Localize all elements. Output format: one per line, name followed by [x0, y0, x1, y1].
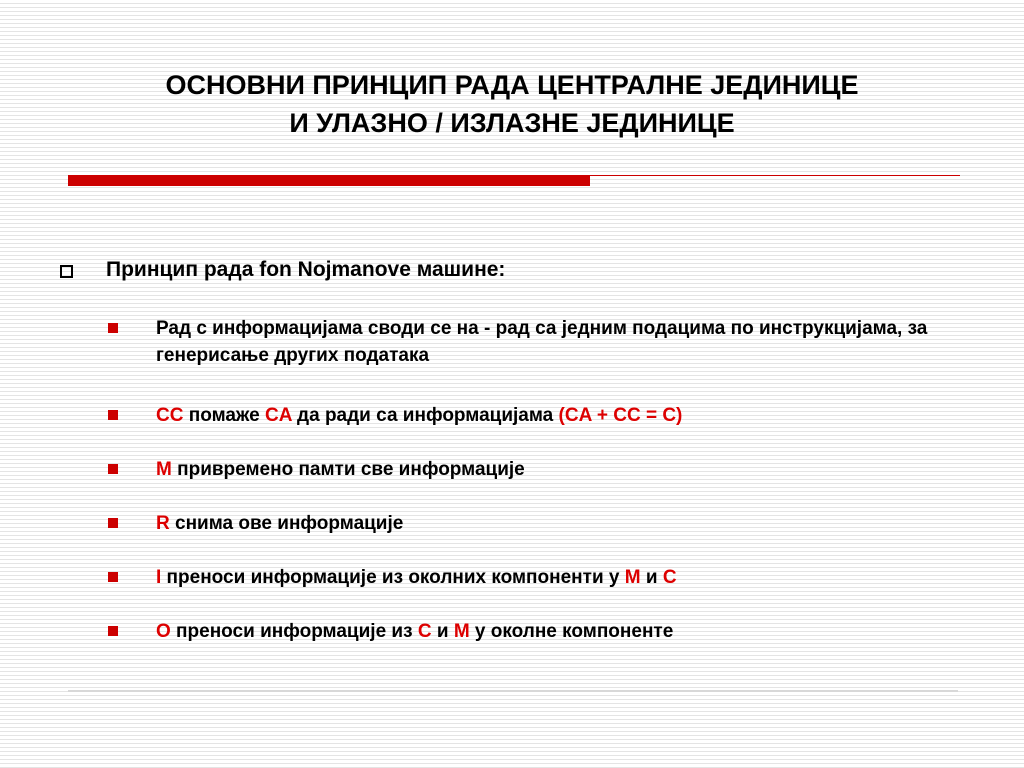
text-fragment: помаже — [183, 405, 266, 426]
list-item — [108, 618, 988, 645]
bullet-list — [108, 315, 988, 672]
term-ca: CA — [265, 405, 292, 426]
term-r: R — [156, 513, 170, 534]
bullet-text — [156, 510, 976, 537]
footer-divider — [68, 690, 958, 692]
term-m: M — [156, 459, 172, 480]
bullet-text — [156, 402, 976, 429]
list-item — [108, 315, 988, 369]
formula: (CA + CC = C) — [558, 405, 683, 426]
text-fragment: у околне компоненте — [469, 621, 674, 642]
text-fragment: преноси информације из околних компоненти у — [161, 567, 625, 588]
title-underline-bar — [68, 175, 590, 186]
square-bullet-icon — [108, 518, 118, 528]
term-m: M — [624, 567, 641, 588]
bullet-text — [156, 456, 976, 483]
square-bullet-icon — [108, 410, 118, 420]
text-fragment: да ради са информацијама — [291, 405, 559, 426]
text-fragment: привремено памти све информације — [171, 459, 525, 480]
bullet-text — [156, 564, 976, 591]
text-fragment: и — [640, 567, 663, 588]
square-bullet-icon — [108, 323, 118, 333]
text-fragment: снима ове информације — [169, 513, 404, 534]
text-fragment: и — [431, 621, 454, 642]
term-m: M — [453, 621, 470, 642]
list-item — [108, 456, 988, 483]
hollow-square-bullet-icon — [60, 265, 73, 278]
list-item — [108, 564, 988, 591]
square-bullet-icon — [108, 464, 118, 474]
bullet-text — [156, 618, 976, 645]
term-c: C — [662, 567, 677, 588]
term-c: C — [417, 621, 432, 642]
term-cc: CC — [156, 405, 184, 426]
bullet-text: Рад с информацијама своди се на - рад са једним подацима по инструкцијама, за генерисање других података — [156, 318, 928, 366]
term-i: I — [156, 567, 162, 588]
list-item — [108, 402, 988, 429]
main-point-text: Принцип рада fon Nojmanove машине: — [106, 258, 506, 281]
square-bullet-icon — [108, 572, 118, 582]
title-underline-rule — [590, 175, 960, 176]
slide-title — [40, 66, 984, 142]
slide-title-line-2: И УЛАЗНО / ИЗЛАЗНЕ ЈЕДИНИЦЕ — [289, 108, 735, 138]
main-point — [60, 258, 505, 282]
term-o: O — [156, 621, 171, 642]
square-bullet-icon — [108, 626, 118, 636]
slide-title-line-1: ОСНОВНИ ПРИНЦИП РАДА ЦЕНТРАЛНЕ ЈЕДИНИЦЕ — [165, 70, 859, 100]
list-item — [108, 510, 988, 537]
text-fragment: преноси информације из — [170, 621, 418, 642]
